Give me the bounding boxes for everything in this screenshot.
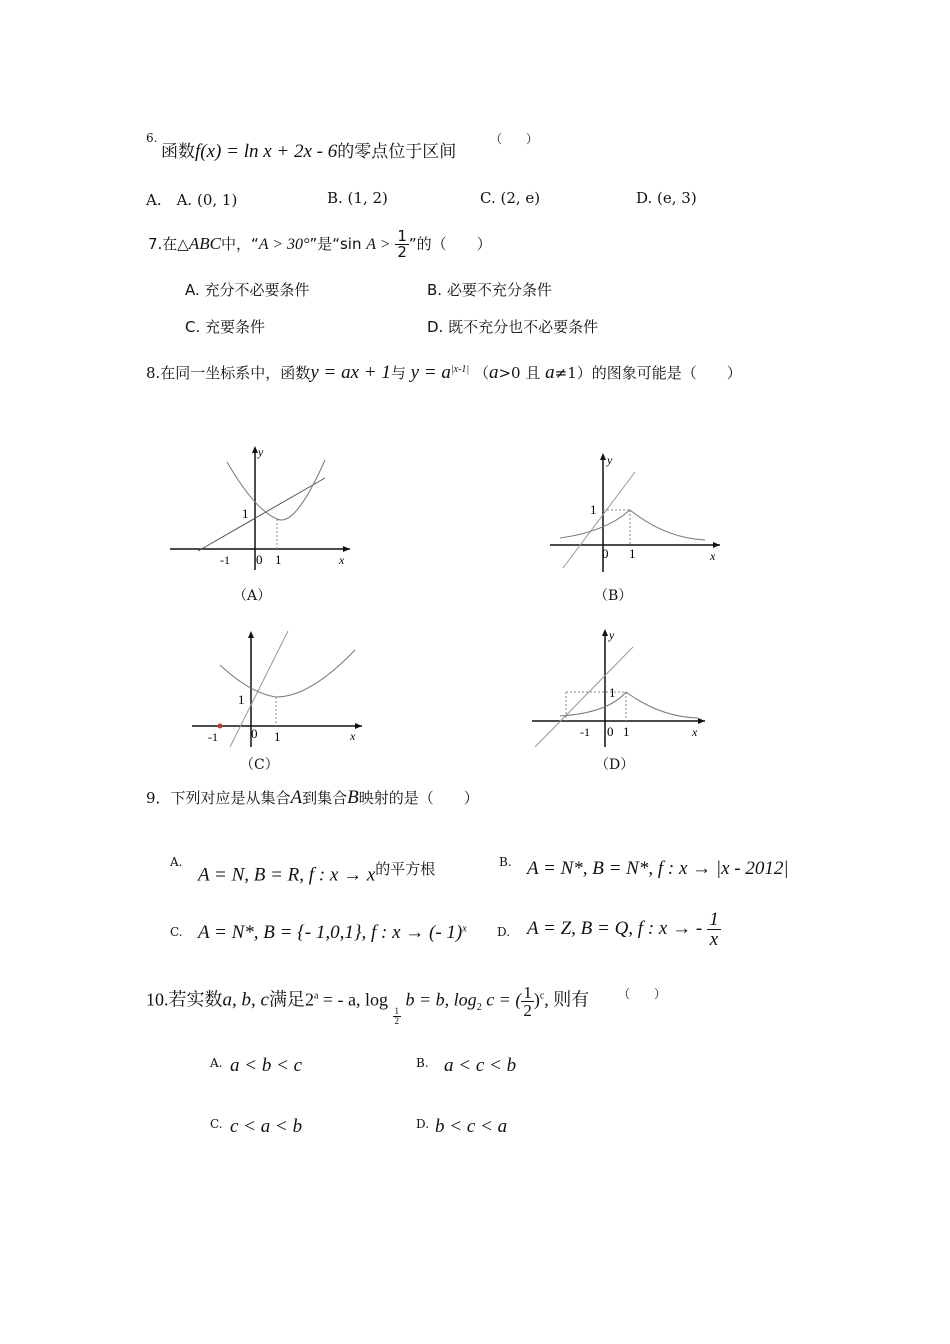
q6-paren: （ ）: [490, 132, 539, 146]
q9-option-d-math: A = Z, B = Q, f : x → -: [527, 918, 703, 939]
q10-option-b-label: B.: [416, 1056, 429, 1070]
graph-b-x-label: x: [710, 549, 716, 563]
graph-c: [190, 625, 370, 750]
q7-stem-d: ”的（ ）: [408, 235, 492, 253]
q7-abc: ABC: [188, 234, 221, 253]
q9-option-d-label: D.: [497, 925, 511, 939]
q9-option-a: [198, 858, 435, 886]
graph-d: [530, 625, 715, 750]
graph-c-one-x: 1: [274, 729, 281, 744]
graph-d-x-label: x: [692, 725, 698, 739]
q10-fraction: [521, 984, 534, 1019]
q7-cond1: A > 30°: [258, 236, 310, 253]
q7-stem-c: ”是“sin: [309, 235, 362, 253]
q6-formula: f(x) = ln x + 2x - 6: [195, 141, 338, 162]
graph-c-point: [218, 724, 223, 729]
q10-paren: （ ）: [618, 987, 667, 1001]
q9-option-b-label: B.: [499, 855, 512, 869]
q10-option-a: a < b < c: [230, 1055, 303, 1076]
graph-b-one-y: 1: [590, 502, 597, 517]
graph-d-one-y: 1: [609, 685, 616, 700]
q10-option-d: b < c < a: [435, 1116, 508, 1137]
graph-d-caption: （D）: [595, 757, 635, 773]
q10-stem-c: , 则有: [544, 989, 590, 1010]
q6-stem-pre: 函数: [161, 142, 195, 162]
q7-option-c: C. 充要条件: [185, 318, 266, 336]
q9-option-d-numerator: 1: [709, 909, 719, 930]
q8-stem-c: （: [473, 364, 489, 382]
q8-cond-b: >0 且: [498, 364, 541, 382]
q7-option-a: A. 充分不必要条件: [185, 281, 310, 299]
graph-b-zero: 0: [602, 546, 609, 561]
q10-eq1: 2: [304, 989, 314, 1010]
q6-option-b: B. (1, 2): [327, 189, 388, 207]
q10-eq3-tail: ): [533, 989, 540, 1010]
graph-d-y-arrow: [602, 629, 608, 636]
q8-stem: [146, 362, 742, 384]
graph-d-curve: [560, 692, 698, 718]
graph-a-caption: （A）: [233, 588, 272, 604]
graph-a-line: [198, 478, 325, 551]
q10-log-base-denominator: 2: [394, 1015, 400, 1026]
graph-a-one-x: 1: [275, 552, 282, 567]
q7-stem-a: 7.在△: [148, 235, 189, 253]
q8-stem-b: 与: [390, 364, 406, 382]
graph-b: [545, 450, 725, 575]
q10-log-base-half: [393, 1007, 402, 1026]
q9-option-b-math: A = N*, B = N*, f : x → |x - 2012|: [527, 858, 789, 879]
q6-option-a: A. A. (0, 1): [146, 191, 238, 209]
q8-cond-d: ≠1）的图象可能是（ ）: [554, 364, 742, 382]
q10-eq2: b = b, log: [401, 989, 477, 1010]
q10-vars: a, b, c: [222, 989, 269, 1011]
q6-option-d: D. (e, 3): [636, 189, 697, 207]
q7-half-numerator: 1: [397, 227, 407, 245]
q9-set-b: B: [347, 787, 359, 808]
q6-stem: [161, 137, 456, 163]
graph-c-neg-one: -1: [208, 730, 218, 744]
q7-option-b: B. 必要不充分条件: [427, 281, 552, 299]
graph-b-y-label: y: [607, 453, 613, 467]
q7-option-d: D. 既不充分也不必要条件: [427, 318, 599, 336]
q8-stem-a: 8.在同一坐标系中，函数: [146, 364, 311, 382]
q9-option-d-denominator: x: [709, 929, 719, 950]
q8-func2-exponent: |x-1|: [450, 364, 470, 375]
q7-half-fraction: [395, 229, 409, 260]
q8-func1: y = ax + 1: [310, 362, 391, 383]
q9-option-b: [527, 858, 789, 880]
graph-a: [165, 440, 355, 575]
q10-stem-b: 满足: [268, 989, 305, 1010]
graph-c-one-y: 1: [238, 692, 245, 707]
q10-option-b: a < c < b: [444, 1055, 517, 1076]
q10-eq1-exponent: a: [313, 990, 319, 1002]
q6-option-c: C. (2, e): [480, 189, 541, 207]
q10-eq3-exponent: c: [539, 990, 545, 1002]
q8-cond-a1: a: [488, 362, 499, 383]
q9-option-a-tail: 的平方根: [375, 860, 436, 878]
q9-stem-b: 到集合: [302, 789, 348, 807]
graph-c-x-label: x: [350, 729, 356, 743]
q7-half-denominator: 2: [397, 243, 407, 261]
q9-option-a-math: A = N, B = R, f : x → x: [198, 864, 376, 886]
q9-option-a-label: A.: [170, 855, 183, 869]
graph-b-line: [563, 472, 635, 568]
q7-stem-b: 中，“: [220, 235, 259, 253]
graph-d-neg-one: -1: [580, 725, 590, 739]
q7-cond2: A >: [366, 236, 391, 253]
graph-c-caption: （C）: [240, 757, 279, 773]
q9-option-c: [198, 922, 467, 944]
q9-option-d-fraction: [707, 910, 721, 949]
graph-c-curve: [220, 650, 355, 697]
graph-a-x-arrow: [343, 546, 350, 552]
q10-fraction-numerator: 1: [523, 983, 532, 1002]
graph-d-y-label: y: [609, 628, 615, 642]
q10-log-base-two: 2: [476, 1002, 482, 1014]
graph-b-x-arrow: [713, 542, 720, 548]
q10-stem-a: 10.若实数: [146, 989, 223, 1010]
q9-stem-c: 映射的是（ ）: [358, 789, 479, 807]
graph-c-x-arrow: [355, 723, 362, 729]
q10-option-a-label: A.: [210, 1056, 223, 1070]
q7-stem: [148, 229, 492, 260]
q6-number: 6.: [146, 131, 158, 145]
q10-stem: [146, 984, 589, 1026]
graph-d-zero: 0: [607, 724, 614, 739]
graph-c-y-arrow: [248, 631, 254, 638]
q10-eq3: c = (: [481, 989, 522, 1010]
graph-a-one-y: 1: [242, 506, 249, 521]
graph-a-y-label: y: [258, 445, 264, 459]
q10-option-c: c < a < b: [230, 1116, 303, 1137]
q8-func2: y = a: [410, 362, 451, 383]
q9-option-c-exponent: x: [462, 923, 467, 935]
graph-d-x-arrow: [698, 718, 705, 724]
graph-c-zero: 0: [251, 726, 258, 741]
q10-log-base-numerator: 1: [394, 1005, 400, 1016]
q9-option-c-math: A = N*, B = {- 1,0,1}, f : x → (- 1): [198, 922, 463, 943]
q8-cond-a2: a: [545, 362, 555, 383]
q9-set-a: A: [290, 787, 303, 808]
graph-a-neg-one: -1: [220, 553, 230, 567]
q10-fraction-denominator: 2: [523, 1001, 532, 1020]
q9-stem: [146, 787, 479, 809]
graph-b-y-arrow: [600, 453, 606, 460]
graph-a-zero: 0: [256, 552, 263, 567]
q9-stem-a: 9．下列对应是从集合: [146, 789, 291, 807]
graph-b-curve: [560, 510, 705, 540]
q9-option-d: [527, 910, 721, 949]
q10-eq1-rest: = - a, log: [318, 989, 389, 1010]
graph-b-caption: （B）: [594, 588, 633, 604]
q9-option-c-label: C.: [170, 925, 183, 939]
graph-b-one-x: 1: [629, 546, 636, 561]
graph-a-x-label: x: [339, 553, 345, 567]
graph-d-one-x: 1: [623, 724, 630, 739]
q6-stem-post: 的零点位于区间: [337, 142, 457, 162]
q10-option-d-label: D.: [416, 1117, 430, 1131]
q10-option-c-label: C.: [210, 1117, 223, 1131]
